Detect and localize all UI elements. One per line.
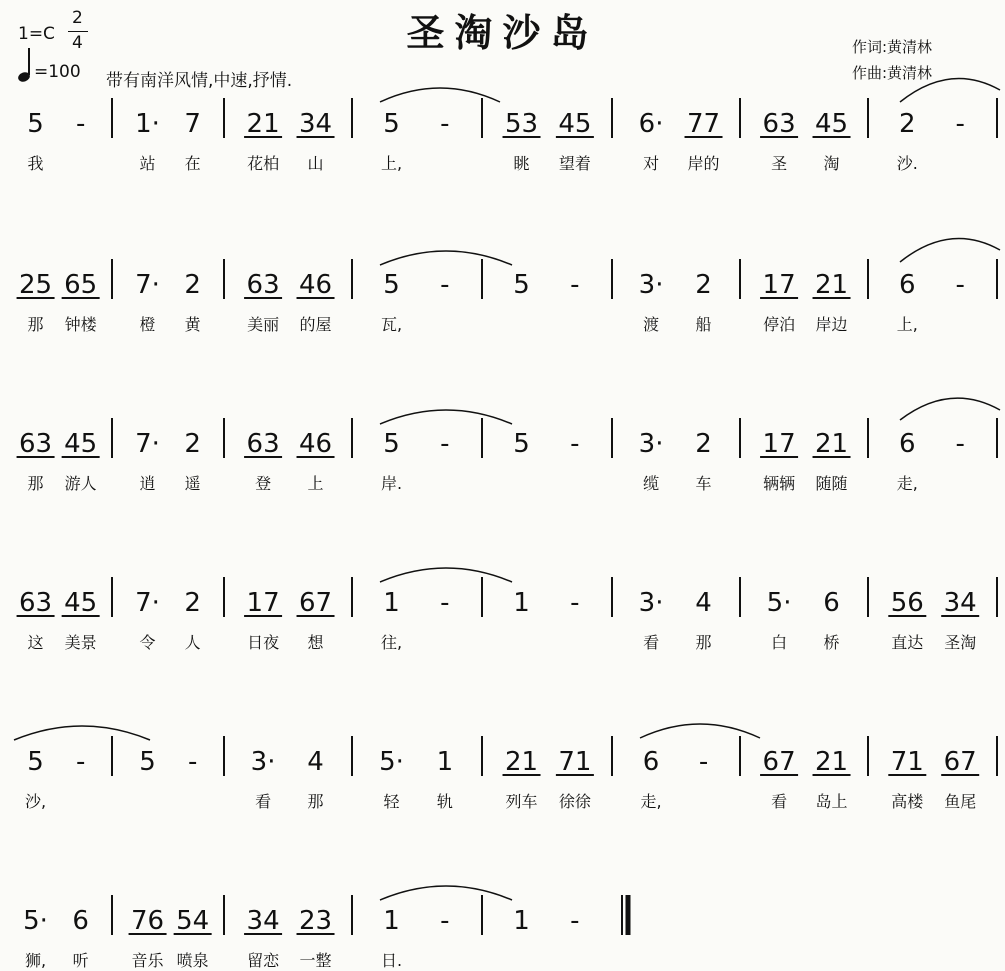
slur-arc <box>380 410 512 424</box>
note-group: 45 <box>814 109 849 139</box>
note-group: 54 <box>176 906 210 936</box>
note-group: 3· <box>250 747 276 777</box>
lyric-syllable: 上, <box>380 154 403 173</box>
slur-arc <box>380 251 512 265</box>
note-group: 6 <box>72 906 89 936</box>
lyric-syllable: 岛上 <box>815 792 848 811</box>
note-group: 5 <box>139 747 156 777</box>
note-group: 21 <box>814 747 849 777</box>
lyric-syllable: 黄 <box>184 315 201 334</box>
note-group: - <box>955 429 965 459</box>
lyric-syllable: 那 <box>27 315 44 334</box>
lyric-syllable: 日. <box>380 951 403 970</box>
tempo-marking: =100 <box>34 62 81 82</box>
lyric-syllable: 鱼尾 <box>944 792 977 811</box>
note-group: 5 <box>383 109 400 139</box>
note-group: 5· <box>379 747 404 777</box>
lyric-syllable: 看 <box>643 633 660 652</box>
time-signature-bottom: 4 <box>72 33 83 53</box>
note-group: 34 <box>943 588 977 618</box>
lyric-syllable: 随随 <box>815 474 848 493</box>
note-group: 46 <box>298 429 333 459</box>
lyric-syllable: 看 <box>255 792 272 811</box>
note-group: 76 <box>131 906 165 936</box>
lyric-syllable: 一整 <box>299 951 332 970</box>
note-group: 71 <box>890 747 924 777</box>
note-group: 7 <box>184 109 201 139</box>
lyric-syllable: 游人 <box>64 474 97 493</box>
note-group: 1 <box>513 906 530 936</box>
note-group: 6 <box>642 747 660 777</box>
note-group: 17 <box>762 270 796 300</box>
note-group: 17 <box>762 429 796 459</box>
note-group: 7· <box>135 270 160 300</box>
lyric-syllable: 瓦, <box>380 315 403 334</box>
note-group: 2 <box>184 429 201 459</box>
note-group: 1 <box>513 588 530 618</box>
note-group: 4 <box>307 747 324 777</box>
note-group: - <box>75 109 86 139</box>
note-group: 2 <box>184 588 201 618</box>
note-group: 5 <box>383 429 400 459</box>
note-group: 1 <box>436 747 454 777</box>
lyric-syllable: 淘 <box>823 154 840 173</box>
note-group: 4 <box>695 588 712 618</box>
lyric-syllable: 对 <box>643 154 660 173</box>
note-group: 6 <box>899 429 916 459</box>
note-group: 21 <box>504 747 539 777</box>
note-group: 5· <box>766 588 792 618</box>
note-group: 46 <box>298 270 333 300</box>
lyric-syllable: 岸边 <box>815 315 848 334</box>
note-group: 45 <box>64 588 98 618</box>
note-group: - <box>440 588 450 618</box>
lyric-syllable: 渡 <box>643 315 660 334</box>
lyric-syllable: 狮, <box>25 951 47 970</box>
lyric-syllable: 我 <box>27 154 44 173</box>
lyric-syllable: 山 <box>307 154 324 173</box>
note-group: 34 <box>246 906 280 936</box>
lyric-syllable: 想 <box>307 633 324 652</box>
lyric-syllable: 白 <box>771 633 788 652</box>
note-group: 25 <box>19 270 53 300</box>
lyric-syllable: 留恋 <box>247 951 280 970</box>
note-group: 53 <box>504 109 539 139</box>
lyric-syllable: 钟楼 <box>64 315 97 334</box>
lyric-syllable: 美景 <box>64 633 97 652</box>
slur-arc <box>640 724 760 738</box>
note-group: - <box>955 109 965 139</box>
slur-arc <box>900 398 1000 420</box>
note-group: 65 <box>64 270 98 300</box>
note-group: - <box>75 747 86 777</box>
note-group: 6 <box>899 270 916 300</box>
note-group: 63 <box>762 109 796 139</box>
note-group: 6 <box>823 588 840 618</box>
lyric-syllable: 美丽 <box>247 315 280 334</box>
note-group: 5 <box>513 270 530 300</box>
lyric-syllable: 轨 <box>436 792 453 811</box>
lyric-syllable: 日夜 <box>247 633 280 652</box>
note-group: 63 <box>246 270 280 300</box>
note-group: 2 <box>899 109 916 139</box>
slur-arc <box>900 78 1000 102</box>
lyric-syllable: 停泊 <box>763 315 796 334</box>
note-group: 2 <box>695 429 712 459</box>
lyric-syllable: 遥 <box>184 474 201 493</box>
note-group: 34 <box>298 109 333 139</box>
lyric-syllable: 喷泉 <box>176 951 209 970</box>
lyric-syllable: 橙 <box>139 315 156 334</box>
lyric-syllable: 上, <box>896 315 918 334</box>
note-group: 1 <box>383 906 400 936</box>
note-group: 1· <box>135 109 160 139</box>
lyric-syllable: 桥 <box>823 633 840 652</box>
note-group: 63 <box>19 429 53 459</box>
lyric-syllable: 圣淘 <box>944 633 977 652</box>
note-group: 23 <box>298 906 333 936</box>
lyric-syllable: 站 <box>139 154 156 173</box>
note-group: 67 <box>762 747 796 777</box>
note-group: 56 <box>890 588 924 618</box>
note-group: 67 <box>943 747 977 777</box>
lyric-syllable: 圣 <box>771 154 788 173</box>
slur-arc <box>900 238 1000 262</box>
lyric-syllable: 走, <box>640 792 662 811</box>
lyric-syllable: 走, <box>896 474 918 493</box>
lyric-syllable: 人 <box>184 633 201 652</box>
lyric-syllable: 直达 <box>891 633 924 652</box>
note-group: 6· <box>638 109 664 139</box>
lyric-syllable: 眺 <box>513 154 530 173</box>
note-group: 2 <box>695 270 712 300</box>
note-group: - <box>187 747 198 777</box>
lyric-syllable: 花柏 <box>247 154 280 173</box>
lyric-syllable: 沙, <box>25 792 47 811</box>
lyricist-credit: 作词:黄清林 <box>852 38 933 56</box>
lyric-syllable: 那 <box>307 792 324 811</box>
lyric-syllable: 听 <box>72 951 89 970</box>
note-group: - <box>570 429 580 459</box>
note-group: 21 <box>246 109 280 139</box>
lyric-syllable: 那 <box>27 474 44 493</box>
lyric-syllable: 辆辆 <box>763 474 796 493</box>
time-signature-top: 2 <box>72 8 83 28</box>
note-group: 45 <box>558 109 592 139</box>
lyric-syllable: 徐徐 <box>558 792 591 811</box>
lyric-syllable: 望着 <box>558 154 591 173</box>
lyric-syllable: 逍 <box>139 474 156 493</box>
expression-marking: 带有南洋风情,中速,抒情. <box>106 71 293 91</box>
lyric-syllable: 看 <box>771 792 788 811</box>
note-group: 71 <box>558 747 592 777</box>
lyric-syllable: 在 <box>184 154 201 173</box>
note-group: - <box>955 270 965 300</box>
note-group: 21 <box>814 429 849 459</box>
note-group: - <box>440 906 450 936</box>
slur-arc <box>380 568 512 582</box>
lyric-syllable: 登 <box>255 474 272 493</box>
lyric-syllable: 轻 <box>383 792 400 811</box>
note-group: - <box>570 588 580 618</box>
note-group: 17 <box>246 588 280 618</box>
note-group: 63 <box>246 429 280 459</box>
note-group: - <box>440 270 450 300</box>
note-group: - <box>440 429 450 459</box>
note-group: 2 <box>184 270 201 300</box>
key-signature: 1=C <box>18 24 55 44</box>
lyric-syllable: 岸. <box>380 474 403 493</box>
note-group: 63 <box>19 588 53 618</box>
lyric-syllable: 高楼 <box>891 792 924 811</box>
lyric-syllable: 的屋 <box>299 315 332 334</box>
note-group: 7· <box>135 429 160 459</box>
note-group: 1 <box>383 588 400 618</box>
lyric-syllable: 船 <box>695 315 712 334</box>
note-group: 3· <box>638 429 664 459</box>
note-group: 5· <box>23 906 48 936</box>
song-title: 圣淘沙岛 <box>406 10 599 55</box>
note-group: 77 <box>686 109 721 139</box>
note-group: - <box>698 747 709 777</box>
lyric-syllable: 车 <box>695 474 712 493</box>
lyric-syllable: 沙. <box>896 154 918 173</box>
note-group: 67 <box>298 588 333 618</box>
note-group: 5 <box>383 270 400 300</box>
lyric-syllable: 岸的 <box>687 154 720 173</box>
note-group: 5 <box>27 109 44 139</box>
note-group: - <box>440 109 450 139</box>
note-group: 21 <box>814 270 849 300</box>
lyric-syllable: 缆 <box>643 474 660 493</box>
lyric-syllable: 上 <box>307 474 324 493</box>
note-group: 5 <box>27 747 44 777</box>
lyric-syllable: 这 <box>27 633 44 652</box>
slur-arc <box>14 726 150 740</box>
note-group: - <box>570 906 580 936</box>
lyric-syllable: 列车 <box>505 792 538 811</box>
note-group: 45 <box>64 429 98 459</box>
slur-arc <box>380 886 512 900</box>
note-group: - <box>570 270 580 300</box>
lyric-syllable: 往, <box>380 633 403 652</box>
note-group: 5 <box>513 429 530 459</box>
lyric-syllable: 音乐 <box>131 951 164 970</box>
composer-credit: 作曲:黄清林 <box>852 64 933 82</box>
note-group: 3· <box>638 588 664 618</box>
note-group: 7· <box>135 588 160 618</box>
lyric-syllable: 那 <box>695 633 712 652</box>
lyric-syllable: 令 <box>139 633 156 652</box>
note-group: 3· <box>638 270 664 300</box>
